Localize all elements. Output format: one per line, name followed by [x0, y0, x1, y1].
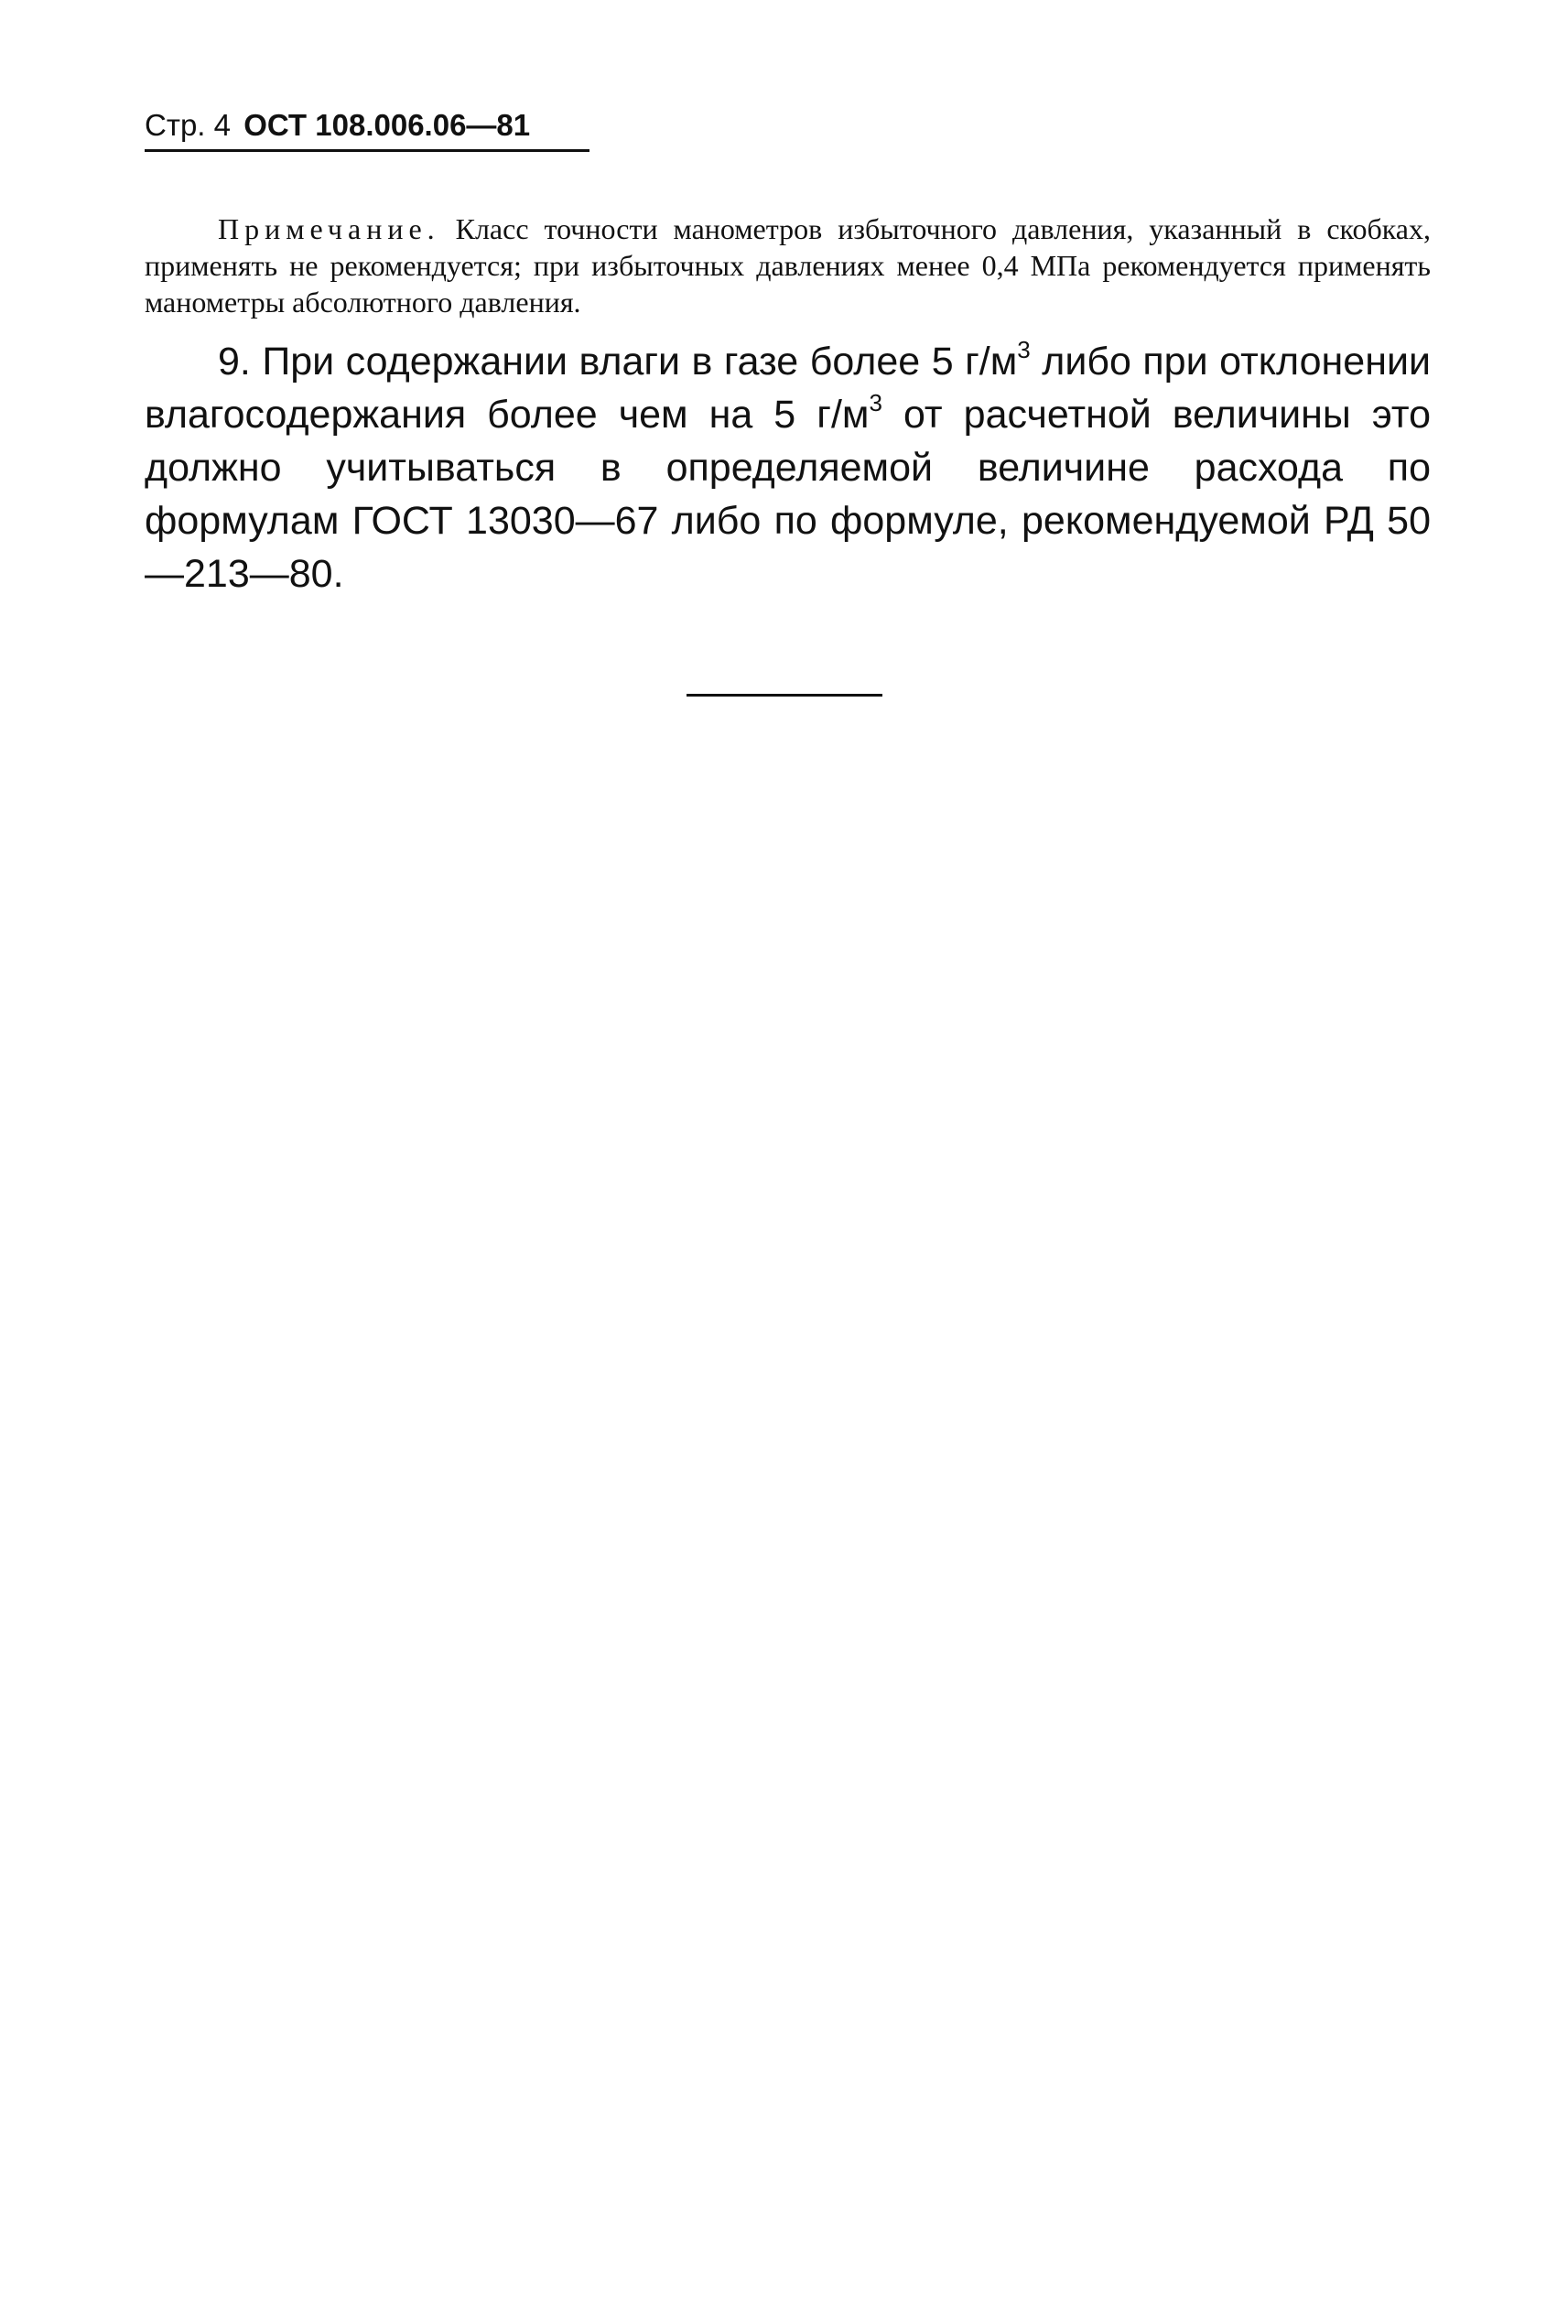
- page-header: [145, 108, 589, 152]
- note-label: Примечание.: [218, 212, 440, 245]
- paragraph-9-part2: либо при отклонении влагосодержания более чем на 5 г/м: [145, 340, 1431, 437]
- paragraph-9-part1: 9. При содержании влаги в газе более 5 г/м: [218, 340, 1018, 384]
- standard-designation: ОСТ 108.006.06—81: [243, 108, 531, 142]
- note-text: Класс точности манометров избыточного давления, указанный в скобках, применять не рекомендуется; при избыточных давлениях менее 0,4 МПа рекомендуется применять манометры абсолютного давления.: [145, 212, 1431, 319]
- page-number: Стр. 4: [145, 108, 231, 142]
- superscript-3: 3: [869, 389, 882, 416]
- end-of-text-rule: [687, 694, 882, 697]
- note-paragraph: [145, 211, 1431, 320]
- paragraph-9-part3: от расчетной величины это должно учитываться в определяемой величине расхода по формулам ГОСТ 13030—67 либо по формуле, рекомендуемой РД 50—213—80.: [145, 393, 1431, 596]
- paragraph-9: [145, 335, 1431, 600]
- superscript-3: 3: [1017, 336, 1031, 363]
